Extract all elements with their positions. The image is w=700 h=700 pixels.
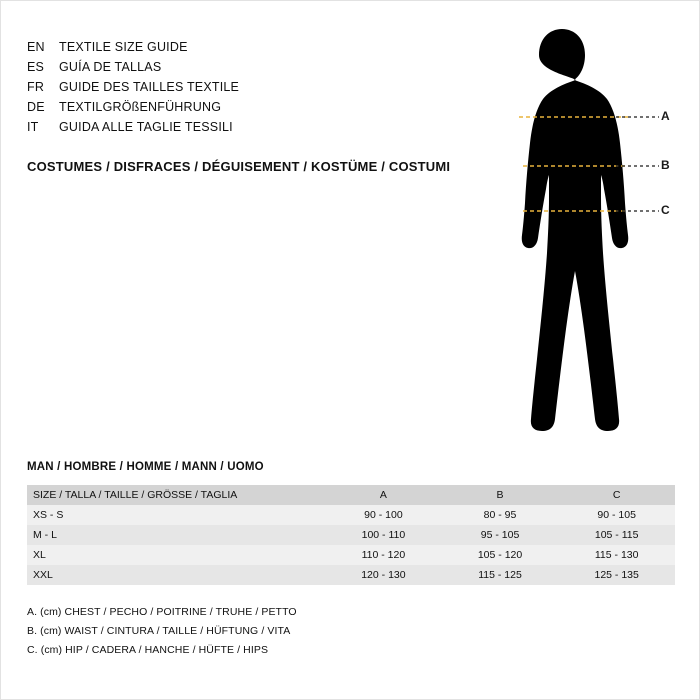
body-figure — [461, 21, 691, 441]
cell-hip: 125 - 135 — [594, 569, 639, 581]
cell-chest: 100 - 110 — [361, 529, 406, 541]
size-table — [27, 485, 675, 585]
language-row — [27, 57, 457, 77]
body-silhouette — [522, 29, 629, 431]
language-label: GUIDE DES TAILLES TEXTILE — [59, 80, 240, 94]
table-header-a: A — [325, 485, 442, 505]
cell-waist: 80 - 95 — [483, 509, 517, 521]
note-waist: B. (cm) WAIST / CINTURA / TAILLE / HÜFTUNG / VITA — [27, 625, 291, 637]
language-row — [27, 117, 457, 137]
table-row — [27, 525, 675, 545]
note-hip: C. (cm) HIP / CADERA / HANCHE / HÜFTE / HIPS — [27, 644, 269, 656]
measure-label-a: A — [661, 109, 670, 123]
cell-hip: 105 - 115 — [594, 529, 639, 541]
cell-waist: 95 - 105 — [480, 529, 520, 541]
cell-size: XXL — [33, 569, 53, 581]
cell-chest: 90 - 100 — [364, 509, 403, 521]
cell-waist: 115 - 125 — [478, 569, 522, 581]
note-chest: A. (cm) CHEST / PECHO / POITRINE / TRUHE / PETTO — [27, 606, 297, 618]
language-row — [27, 97, 457, 117]
table-header-size: SIZE / TALLA / TAILLE / GRÖSSE / TAGLIA — [27, 485, 325, 505]
measure-label-c: C — [661, 203, 670, 217]
language-label: TEXTILE SIZE GUIDE — [59, 40, 188, 54]
cell-waist: 105 - 120 — [477, 549, 523, 561]
table-section-title: MAN / HOMBRE / HOMME / MANN / UOMO — [27, 461, 264, 473]
cell-size: XS - S — [33, 509, 64, 521]
language-code: IT — [27, 120, 39, 134]
language-code: ES — [27, 60, 45, 74]
language-row — [27, 37, 457, 57]
language-label: TEXTILGRÖßENFÜHRUNG — [59, 100, 222, 114]
measurement-notes — [27, 603, 527, 660]
measure-label-b: B — [661, 158, 670, 172]
table-row — [27, 565, 675, 585]
cell-chest: 110 - 120 — [361, 549, 406, 561]
table-row — [27, 545, 675, 565]
cell-size: M - L — [33, 529, 57, 541]
language-code: FR — [27, 80, 45, 94]
language-label: GUÍA DE TALLAS — [59, 60, 162, 74]
language-label: GUIDA ALLE TAGLIE TESSILI — [59, 120, 233, 134]
language-code: EN — [27, 40, 45, 54]
costumes-title: COSTUMES / DISFRACES / DÉGUISEMENT / KOSTÜME / COSTUMI — [27, 159, 451, 174]
language-row — [27, 77, 457, 97]
table-row — [27, 505, 675, 525]
table-header-b: B — [442, 485, 559, 505]
cell-chest: 120 - 130 — [361, 569, 406, 581]
language-code: DE — [27, 100, 45, 114]
cell-hip: 90 - 105 — [597, 509, 636, 521]
table-header-c: C — [558, 485, 675, 505]
table-header-row — [27, 485, 675, 505]
language-list — [27, 37, 457, 137]
cell-hip: 115 - 130 — [594, 549, 639, 561]
cell-size: XL — [33, 549, 46, 561]
